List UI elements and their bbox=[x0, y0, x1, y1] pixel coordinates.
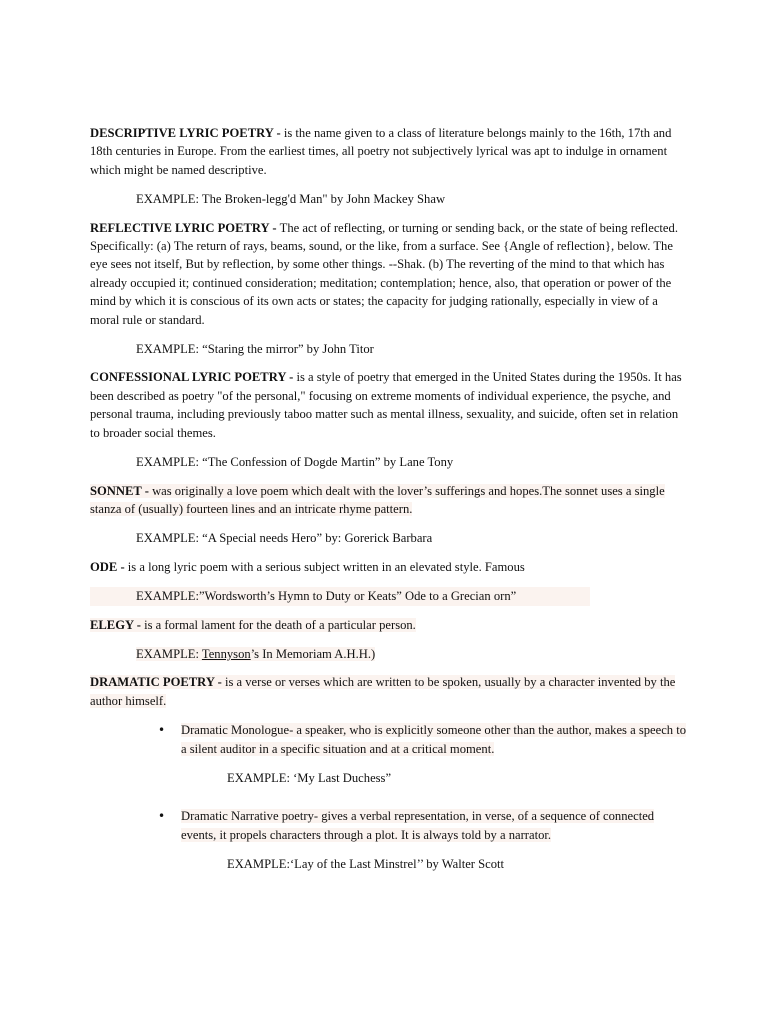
dramatic-definition: DRAMATIC POETRY - is a verse or verses which are written to be spoken, usually by a character invented by the author himself. bbox=[90, 675, 676, 708]
ode-example: EXAMPLE:”Wordsworth’s Hymn to Duty or Keats” Ode to a Grecian orn” bbox=[90, 587, 690, 605]
term-descriptive: DESCRIPTIVE LYRIC POETRY bbox=[90, 126, 274, 140]
term-dramatic: DRAMATIC POETRY bbox=[90, 675, 215, 690]
reflective-example: EXAMPLE: “Staring the mirror” by John Titor bbox=[136, 342, 374, 357]
bullet-dramatic-monologue: • Dramatic Monologue- a speaker, who is explicitly someone other than the author, makes a speech to a silent auditor in a specific situation and at a critical moment. bbox=[158, 723, 687, 756]
elegy-example: EXAMPLE: Tennyson’s In Memoriam A.H.H.) bbox=[136, 646, 376, 661]
tennyson-link[interactable]: Tennyson bbox=[201, 646, 251, 661]
term-elegy: ELEGY bbox=[90, 617, 134, 632]
descriptive-definition: DESCRIPTIVE LYRIC POETRY - is the name given to a class of literature belongs mainly to the 16th, 17th and 18th centuries in Europe. From the earliest times, all poetry not subjectively lyrical was apt to indulge in ornament which might be named descriptive. bbox=[90, 126, 672, 177]
descriptive-example: EXAMPLE: The Broken-legg'd Man" by John Mackey Shaw bbox=[136, 192, 446, 207]
ode-definition: ODE - is a long lyric poem with a serious subject written in an elevated style. Famous bbox=[90, 559, 525, 574]
dramatic-narrative-example: EXAMPLE:‘Lay of the Last Minstrel’’ by Walter Scott bbox=[227, 857, 505, 872]
sonnet-definition: SONNET - was originally a love poem which dealt with the lover’s sufferings and hopes.The sonnet uses a single stanza of (usually) fourteen lines and an intricate rhyme pattern. bbox=[90, 483, 665, 516]
bullet-icon: • bbox=[158, 723, 166, 738]
sonnet-example: EXAMPLE: “A Special needs Hero” by: Gorerick Barbara bbox=[136, 531, 433, 546]
confessional-definition: CONFESSIONAL LYRIC POETRY - is a style of poetry that emerged in the United States during the 1950s. It has been described as poetry "of the personal," focusing on extreme moments of individual experience, the psyche, and personal trauma, including previously taboo matter such as mental illness, sexuality, and suicide, often set in relation to broader social themes. bbox=[90, 370, 682, 440]
elegy-definition: ELEGY - is a formal lament for the death of a particular person. bbox=[90, 617, 416, 632]
document-page bbox=[90, 124, 690, 874]
bullet-icon: • bbox=[158, 809, 166, 824]
dramatic-monologue-example: EXAMPLE: ‘My Last Duchess” bbox=[227, 770, 392, 785]
bullet-dramatic-narrative: • Dramatic Narrative poetry- gives a verbal representation, in verse, of a sequence of connected events, it propels characters through a plot. It is always told by a narrator. bbox=[158, 809, 655, 842]
term-reflective: REFLECTIVE LYRIC POETRY bbox=[90, 220, 270, 235]
confessional-example: EXAMPLE: “The Confession of Dogde Martin” by Lane Tony bbox=[136, 455, 454, 470]
term-ode: ODE bbox=[90, 559, 118, 574]
reflective-definition: REFLECTIVE LYRIC POETRY - The act of reflecting, or turning or sending back, or the state of being reflected. Specifically: (a) The return of rays, beams, sound, or the like, from a surface. See {Angle of reflection}, below. The eye sees not itself, But by reflection, by some other things. --Shak. (b) The reverting of the mind to that which has already occupied it; continued consideration; meditation; contemplation; hence, also, that operation or power of the mind by which it is conscious of its own acts or states; the capacity for judging rationally, especially in view of a moral rule or standard. bbox=[90, 220, 678, 327]
term-sonnet: SONNET bbox=[90, 483, 142, 498]
term-confessional: CONFESSIONAL LYRIC POETRY bbox=[90, 370, 286, 385]
